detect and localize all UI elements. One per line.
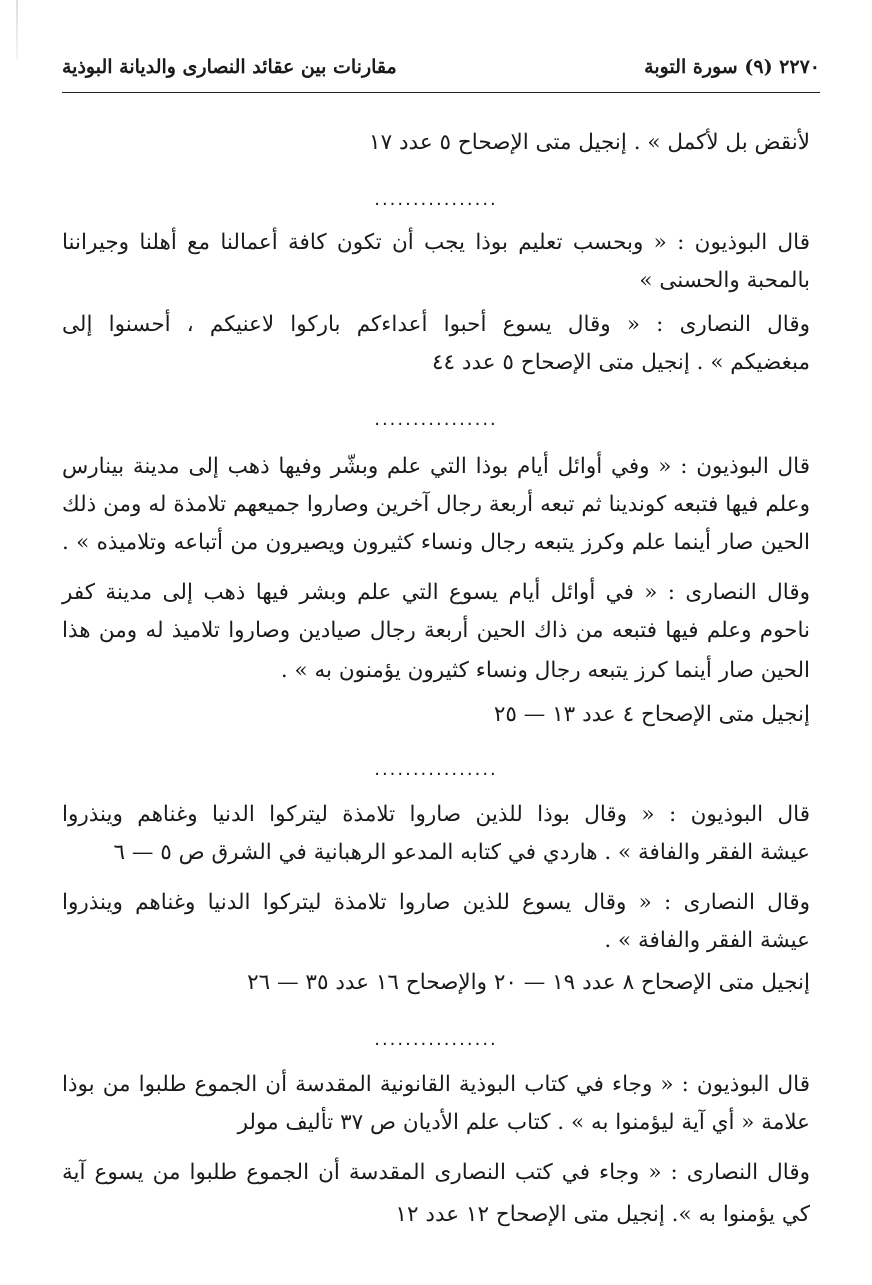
running-title: مقارنات بين عقائد النصارى والديانة البوذية bbox=[62, 56, 397, 78]
section-separator: ................ bbox=[374, 189, 498, 210]
text-line: وعلم فيها فتبعه كوندينا ثم تبعه أربعة رجال آخرين وصاروا جميعهم تلامذة له ومن ذلك bbox=[62, 492, 810, 517]
text-line: الحين صار أينما علم وكرز يتبعه رجال ونساء كثيرون ويصيرون من أتباعه وتلاميذه » . bbox=[62, 530, 810, 555]
text-line: وقال النصارى : « وقال يسوع للذين صاروا تلامذة ليتركوا الدنيا وغناهم وينذروا bbox=[62, 890, 810, 915]
text-line: الحين صار أينما كرز يتبعه رجال ونساء كثيرون يؤمنون به » . bbox=[280, 658, 810, 683]
header-rule bbox=[62, 92, 820, 93]
text-line: علامة « أي آية ليؤمنوا به » . كتاب علم الأديان ص ٣٧ تأليف مولر bbox=[237, 1110, 810, 1135]
section-separator: ................ bbox=[374, 409, 498, 430]
text-line: وقال النصارى : « في أوائل أيام يسوع التي علم وبشر فيها ذهب إلى مدينة كفر bbox=[62, 580, 810, 605]
section-separator: ................ bbox=[374, 1029, 498, 1050]
text-line: عيشة الفقر والفافة » . bbox=[604, 928, 810, 953]
text-line: مبغضيكم » . إنجيل متى الإصحاح ٥ عدد ٤٤ bbox=[431, 350, 810, 375]
text-line: عيشة الفقر والفافة » . هاردي في كتابه المدعو الرهبانية في الشرق ص ٥ — ٦ bbox=[113, 840, 810, 865]
text-line: قال البوذيون : « وجاء في كتاب البوذية القانونية المقدسة أن الجموع طلبوا من بوذا bbox=[62, 1072, 810, 1097]
section-separator: ................ bbox=[374, 759, 498, 780]
text-line: لأنقض بل لأكمل » . إنجيل متى الإصحاح ٥ عدد ١٧ bbox=[369, 130, 810, 155]
scan-artifact bbox=[16, 0, 18, 60]
text-line: وقال النصارى : « وجاء في كتب النصارى المقدسة أن الجموع طلبوا من يسوع آية bbox=[62, 1160, 810, 1185]
text-line: قال البوذيون : « وفي أوائل أيام بوذا التي علم وبشّر وفيها ذهب إلى مدينة بينارس bbox=[62, 454, 810, 479]
text-line: بالمحبة والحسنى » bbox=[639, 268, 810, 293]
text-line: إنجيل متى الإصحاح ٨ عدد ١٩ — ٢٠ والإصحاح ١٦ عدد ٣٥ — ٢٦ bbox=[247, 970, 810, 995]
page-number-and-surah: ٢٢٧٠ (٩) سورة التوبة bbox=[644, 56, 820, 78]
text-line: قال البوذيون : « وقال بوذا للذين صاروا تلامذة ليتركوا الدنيا وغناهم وينذروا bbox=[62, 802, 810, 827]
text-line: قال البوذيون : « وبحسب تعليم بوذا يجب أن تكون كافة أعمالنا مع أهلنا وجيراننا bbox=[62, 230, 810, 255]
text-line: ناحوم وعلم فيها فتبعه من ذاك الحين أربعة رجال صيادين وصاروا تلاميذ له ومن هذا bbox=[62, 618, 810, 643]
text-line: وقال النصارى : « وقال يسوع أحبوا أعداءكم باركوا لاعنيكم ، أحسنوا إلى bbox=[62, 312, 810, 337]
text-line: إنجيل متى الإصحاح ٤ عدد ١٣ — ٢٥ bbox=[493, 702, 810, 727]
text-line: كي يؤمنوا به ». إنجيل متى الإصحاح ١٢ عدد ١٢ bbox=[395, 1202, 810, 1227]
page-header bbox=[62, 56, 820, 90]
